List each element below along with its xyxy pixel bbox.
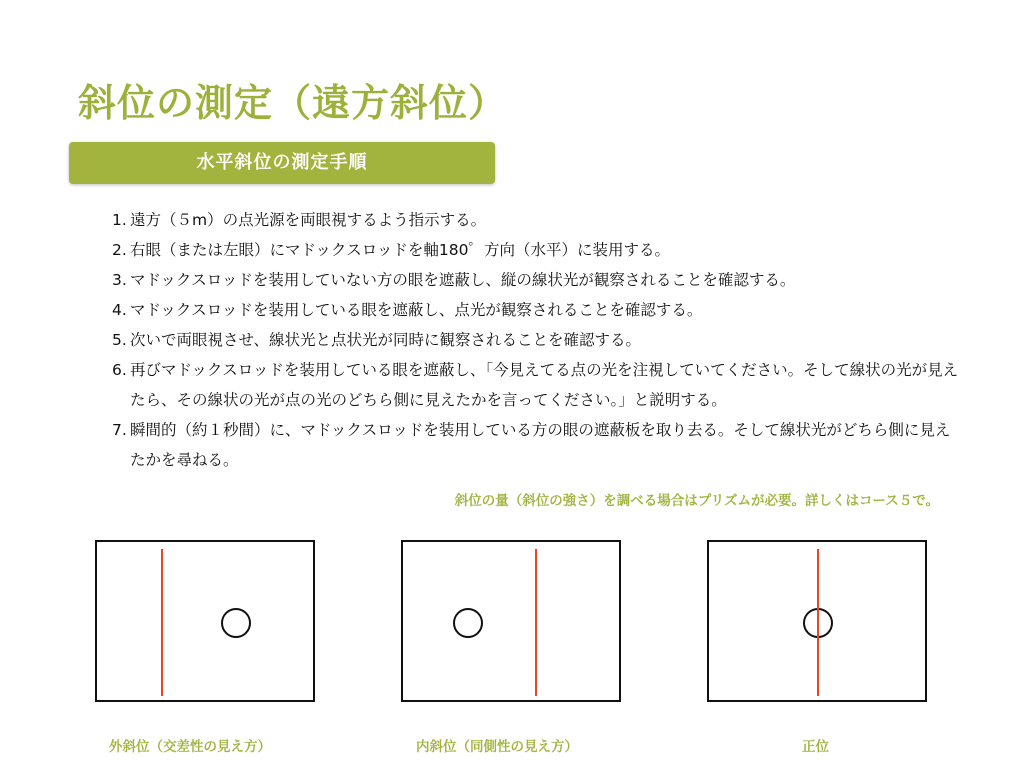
vertical-red-line-icon — [817, 549, 819, 696]
step-text: 瞬間的（約１秒間）に、マドックスロッドを装用している方の眼の遮蔽板を取り去る。そして線状光がどちら側に見えたかを尋ねる。 — [130, 421, 951, 469]
procedure-step — [112, 235, 962, 265]
step-number: 5. — [112, 331, 127, 349]
step-number: 1. — [112, 211, 127, 229]
procedure-step — [112, 265, 962, 295]
procedure-step — [112, 295, 962, 325]
step-text: マドックスロッドを装用していない方の眼を遮蔽し、縦の線状光が観察されることを確認する。 — [130, 271, 796, 289]
step-text: 再びマドックスロッドを装用している眼を遮蔽し、「今見えてる点の光を注視していてください。そして線状の光が見えたら、その線状の光が点の光のどちら側に見えたかを言ってください。」と説明する。 — [130, 361, 959, 409]
circle-outline-icon — [453, 608, 483, 638]
step-number: 7. — [112, 421, 127, 439]
step-number: 2. — [112, 241, 127, 259]
step-text: 遠方（５m）の点光源を両眼視するよう指示する。 — [130, 211, 487, 229]
step-text: 右眼（または左眼）にマドックスロッドを軸180゜方向（水平）に装用する。 — [130, 241, 671, 259]
procedure-step — [112, 415, 962, 475]
procedure-step — [112, 325, 962, 355]
orthophoria-caption: 正位 — [802, 739, 829, 755]
section-header-label: 水平斜位の測定手順 — [196, 152, 368, 173]
page-title: 斜位の測定（遠方斜位） — [78, 81, 508, 125]
vertical-red-line-icon — [535, 549, 537, 696]
esophoria-caption: 内斜位（同側性の見え方） — [416, 739, 578, 755]
exophoria-caption: 外斜位（交差性の見え方） — [109, 739, 271, 755]
procedure-step — [112, 205, 962, 235]
procedure-step — [112, 355, 962, 415]
step-number: 4. — [112, 301, 127, 319]
step-text: マドックスロッドを装用している眼を遮蔽し、点光が観察されることを確認する。 — [130, 301, 703, 319]
vertical-red-line-icon — [161, 549, 163, 696]
step-text: 次いで両眼視させ、線状光と点状光が同時に観察されることを確認する。 — [130, 331, 642, 349]
circle-outline-icon — [221, 608, 251, 638]
esophoria-diagram — [401, 540, 621, 702]
step-number: 6. — [112, 361, 127, 379]
orthophoria-diagram — [707, 540, 927, 702]
exophoria-diagram — [95, 540, 315, 702]
step-number: 3. — [112, 271, 127, 289]
section-header — [69, 142, 495, 184]
procedure-steps — [112, 205, 962, 475]
prism-note: 斜位の量（斜位の強さ）を調べる場合はプリズムが必要。詳しくはコース５で。 — [454, 493, 939, 509]
